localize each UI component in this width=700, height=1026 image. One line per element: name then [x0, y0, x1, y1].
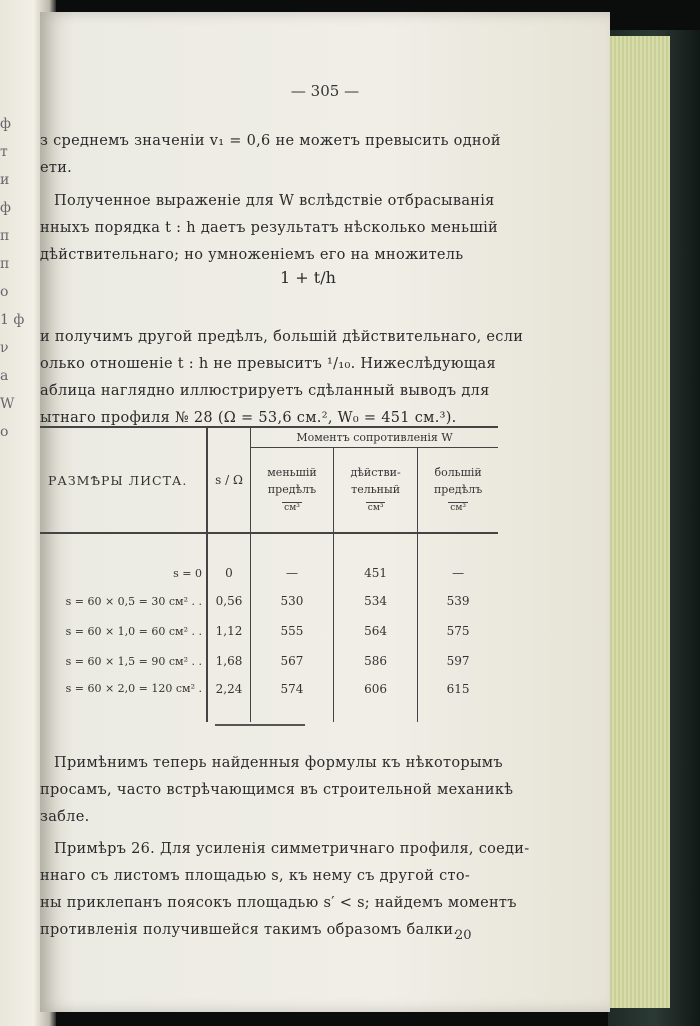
- text-line: ети.: [40, 160, 73, 176]
- fragment: ν: [0, 340, 9, 356]
- printer-signature: 20: [455, 928, 472, 943]
- fragment: а: [0, 368, 9, 384]
- text-line: просамъ, часто встрѣчающимся въ строительной механикѣ: [40, 782, 514, 798]
- text-line: забле.: [40, 809, 90, 825]
- text-line: и получимъ другой предѣлъ, большій дѣйствительнаго, если: [40, 329, 524, 345]
- table-row: s = 60 × 1,5 = 90 см² . . 1,68 567 586 597: [40, 646, 498, 676]
- text-line: Примѣръ 26. Для усиленія симметричнаго профиля, соеди-: [54, 841, 530, 857]
- fragment: 1 ф: [0, 312, 25, 328]
- table-row: s = 0 0 — 451 —: [40, 533, 498, 586]
- text-line: з среднемъ значеніи v₁ = 0,6 не можетъ превысить одной: [40, 133, 501, 149]
- text-line: ытнаго профиля № 28 (Ω = 53,6 см.², W₀ = 451 см.³).: [40, 410, 457, 426]
- header-sheet-size: РАЗМѢРЫ ЛИСТА.: [40, 427, 207, 533]
- section-divider: [215, 724, 305, 726]
- table-row: s = 60 × 2,0 = 120 см² . 2,24 574 606 615: [40, 676, 498, 722]
- paragraph-3: [40, 324, 568, 432]
- fragment: о: [0, 424, 9, 440]
- header-actual: дѣйстви- тельный см³: [333, 447, 417, 533]
- paragraph-5: [40, 836, 568, 944]
- fragment: о: [0, 284, 9, 300]
- text-line: аблица наглядно иллюстрируетъ сдѣланный выводъ для: [40, 383, 490, 399]
- formula: 1 + t/h: [280, 268, 336, 287]
- text-line: дѣйствительнаго; но умноженіемъ его на множитель: [40, 247, 464, 263]
- text-line: Полученное выраженіе для W вслѣдствіе отбрасыванія: [54, 193, 495, 209]
- text-line: противленія получившейся такимъ образомъ балки.: [40, 922, 459, 938]
- table-row: s = 60 × 1,0 = 60 см² . . 1,12 555 564 575: [40, 616, 498, 646]
- header-ratio: s / Ω: [207, 427, 251, 533]
- text-line: ны приклепанъ поясокъ площадью s′ < s; найдемъ моментъ: [40, 895, 517, 911]
- data-table: [40, 426, 498, 722]
- text-line: нныхъ порядка t : h даетъ результатъ нѣсколько меньшій: [40, 220, 498, 236]
- text-line: ннаго съ листомъ площадью s, къ нему съ другой сто-: [40, 868, 471, 884]
- fragment: и: [0, 172, 10, 188]
- header-lower-limit: меньшій предѣлъ см³: [251, 447, 334, 533]
- paragraph-4: [40, 750, 568, 831]
- text-line: олько отношеніе t : h не превыситъ ¹/₁₀. Нижеслѣдующая: [40, 356, 496, 372]
- header-moment-group: Моментъ сопротивленія W: [251, 427, 499, 447]
- fragment: п: [0, 256, 10, 272]
- header-upper-limit: большій предѣлъ см³: [418, 447, 498, 533]
- page-number: — 305 —: [290, 82, 360, 100]
- fragment: ф: [0, 200, 11, 216]
- paragraph-2: [40, 188, 568, 269]
- table-row: s = 60 × 0,5 = 30 см² . . 0,56 530 534 539: [40, 586, 498, 616]
- fragment: W: [0, 396, 15, 412]
- paragraph-1: [40, 128, 568, 182]
- book-page: [40, 12, 610, 1012]
- fragment: п: [0, 228, 10, 244]
- text-line: Примѣнимъ теперь найденныя формулы къ нѣкоторымъ: [54, 755, 503, 771]
- fragment: т: [0, 144, 8, 160]
- page-stack-edge: [606, 36, 670, 1008]
- fragment: ф: [0, 116, 11, 132]
